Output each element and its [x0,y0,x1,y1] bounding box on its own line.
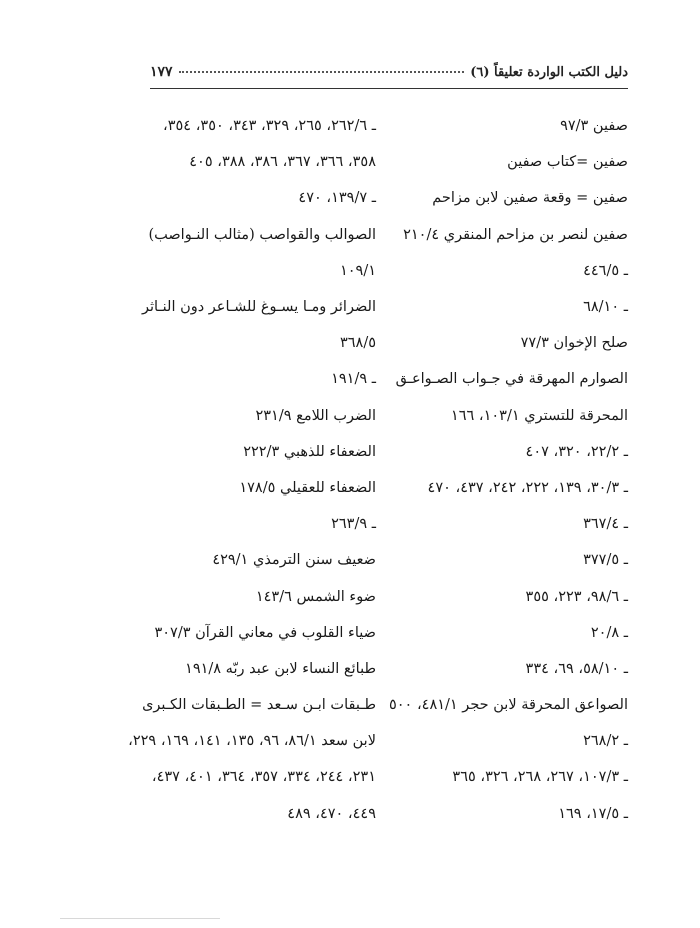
index-entry: ـ ١٠٧/٣، ٢٦٧، ٢٦٨، ٣٢٦، ٣٦٥ [452,769,628,786]
index-entry: ضياء القلوب في معاني القرآن ٣٠٧/٣ [154,624,376,641]
index-entry: ـ ٢٦٣/٩ [331,516,376,533]
index-entry: ـ ٣٧٧/٥ [583,552,628,569]
index-entry: صلح الإخوان ٧٧/٣ [520,335,628,352]
index-entry: ـ ١٣٩/٧، ٤٧٠ [298,190,376,207]
index-entry: ـ ٢٦٢/٦، ٢٦٥، ٣٢٩، ٣٤٣، ٣٥٠، ٣٥٤، [163,118,376,135]
index-entry: ـ ٣٠/٣، ١٣٩، ٢٢٢، ٢٤٢، ٤٣٧، ٤٧٠ [427,479,628,496]
index-entry: ضوء الشمس ١٤٣/٦ [255,588,376,605]
index-entry: ـ ٤٤٦/٥ [583,262,628,279]
index-entry: ١٠٩/١ [339,262,376,279]
index-column-right [388,108,628,832]
index-column-left [128,108,376,832]
header-leader-dots [179,71,465,73]
index-entry: الضرائر ومـا يسـوغ للشـاعر دون النـاثر [141,298,376,315]
index-entry: ٢٣١، ٢٤٤، ٣٣٤، ٣٥٧، ٣٦٤، ٤٠١، ٤٣٧، [151,769,376,786]
index-entry: ـ ٢٦٨/٢ [583,733,628,750]
header-rule [150,88,628,89]
index-entry: ـ ١٧/٥، ١٦٩ [558,805,628,822]
index-entry: صفين =كتاب صفين [507,154,628,171]
index-entry: الضعفاء للذهبي ٢٢٢/٣ [243,443,376,460]
header-title: دليل الكتب الواردة تعليقاً (٦) [470,65,628,80]
index-entry: صفين = وقعة صفين لابن مزاحم [432,190,628,207]
index-entry: طـبقات ابـن سـعد = الطـبقات الكـبرى [142,697,376,713]
index-entry: ٣٥٨، ٣٦٦، ٣٦٧، ٣٨٦، ٣٨٨، ٤٠٥ [189,154,376,171]
index-entry: صفين لنصر بن مزاحم المنقري ٢١٠/٤ [403,226,628,243]
index-entry: لابن سعد ٨٦/١، ٩٦، ١٣٥، ١٤١، ١٦٩، ٢٢٩، [128,733,376,750]
index-entry: ٤٤٩، ٤٧٠، ٤٨٩ [287,805,376,822]
index-entry: صفين ٩٧/٣ [560,118,628,135]
index-entry: الصوارم المهرقة في جـواب الصـواعـق [395,371,628,388]
index-entry: ـ ١٩١/٩ [331,371,376,388]
page-footer-rule [60,918,220,919]
running-header [150,64,628,88]
index-entry: ـ ٩٨/٦، ٢٢٣، ٣٥٥ [525,588,628,605]
page-number: ١٧٧ [150,64,173,80]
index-entry: طبائع النساء لابن عبد ربّه ١٩١/٨ [185,660,376,677]
index-entry: الضرب اللامع ٢٣١/٩ [255,407,376,424]
index-entry: ـ ٥٨/١٠، ٦٩، ٣٣٤ [525,660,628,677]
index-entry: ـ ٢٠/٨ [590,624,628,641]
index-entry: ـ ٣٦٧/٤ [583,516,628,533]
index-entry: الصوالب والقواصب (مثالب النـواصب) [148,226,376,243]
index-entry: ـ ٦٨/١٠ [583,299,628,316]
index-entry: الضعفاء للعقيلي ١٧٨/٥ [239,479,376,496]
index-entry: ٣٦٨/٥ [339,335,376,352]
index-entry: الصواعق المحرقة لابن حجر ٤٨١/١، ٥٠٠ [388,697,628,714]
index-entry: ضعيف سنن الترمذي ٤٢٩/١ [212,552,376,569]
index-entry: ـ ٢٢/٢، ٣٢٠، ٤٠٧ [525,443,628,460]
index-entry: المحرقة للتستري ١٠٣/١، ١٦٦ [450,407,628,424]
